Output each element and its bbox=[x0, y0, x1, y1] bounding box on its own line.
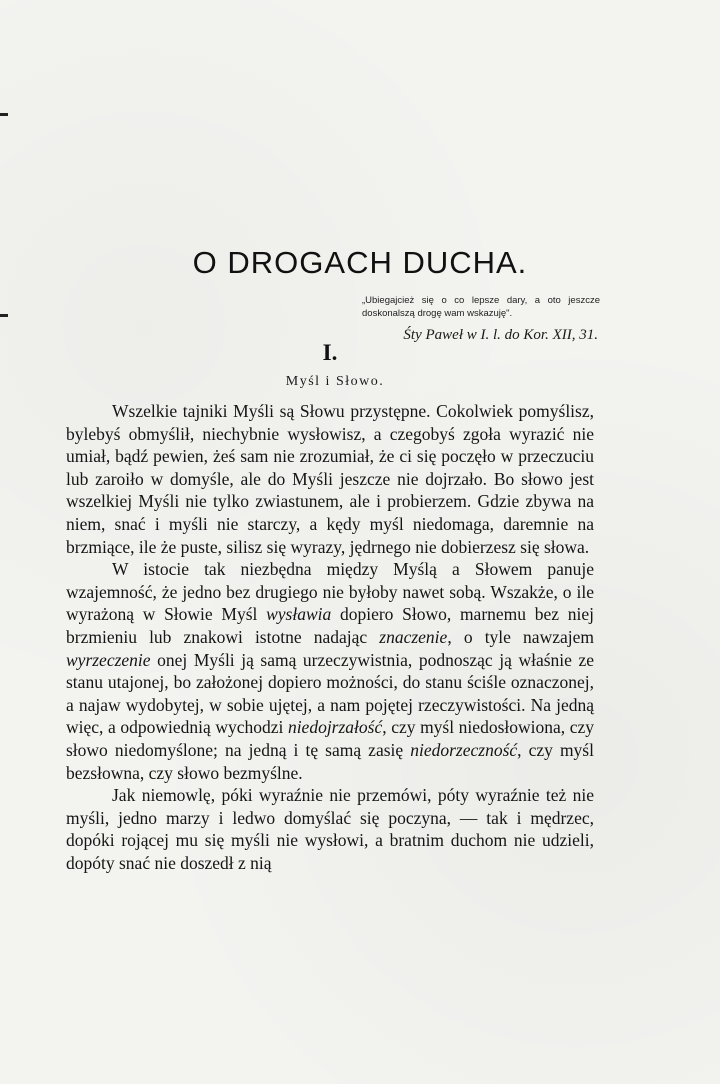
italic-term: niedorzeczność bbox=[410, 739, 518, 760]
text-run: , czy myśl niedosłowiona, czy słowo niedomyślone; na jedną i tę samą zasię bbox=[66, 717, 594, 760]
paragraph bbox=[66, 558, 594, 784]
italic-term: niedojrzałość bbox=[287, 717, 383, 738]
section-title: Myśl i Słowo. bbox=[285, 374, 385, 389]
paragraph bbox=[66, 400, 594, 558]
text-run: W istocie tak niezbędna między Myślą a Słowem panuje wzajemność, że jedno bez drugiego nie byłoby nawet sobą. Wszakże, o ile wyrażoną w Słowie Myśl bbox=[66, 559, 594, 625]
text-run: , o tyle nawzajem bbox=[447, 626, 594, 647]
epigraph-source: Śty Paweł w I. l. do Kor. XII, 31. bbox=[403, 327, 598, 343]
margin-mark-top bbox=[0, 113, 8, 116]
text-run: Jak niemowlę, póki wyraźnie nie przemówi, póty wyraźnie też nie myśli, jedno marzy i ledwo domyślać się poczyna, — tak i mędrzec, dopóki rojącej mu się myśli nie wysłowi, a bratnim duchom nie udzieli, dopóty snać nie doszedł z nią bbox=[66, 785, 594, 873]
text-run: onej Myśli ją samą urzeczywistnia, podnosząc ją właśnie ze stanu utajonej, bo założonej dopiero możności, do stanu ściśle oznaczonej, a najaw wydobytej, w sobie ujętej, a nam pojętej rzeczywistości. Na jedną więc, a odpowiednią wychodzi bbox=[66, 649, 594, 738]
page-title: O DROGACH DUCHA. bbox=[192, 245, 528, 280]
italic-term: wysławia bbox=[266, 604, 332, 625]
text-run: , czy myśl bezsłowna, czy słowo bezmyślne. bbox=[66, 739, 594, 783]
text-run: dopiero Słowo, marnemu bez niej brzmieniu lub znakowi istotne nadając bbox=[66, 604, 594, 647]
italic-term: znaczenie bbox=[379, 626, 448, 647]
italic-term: wyrzeczenie bbox=[66, 649, 151, 670]
paragraph bbox=[66, 784, 594, 874]
epigraph-quote: „Ubiegajcież się o co lepsze dary, a oto jeszcze doskonalszą drogę wam wskazuję". bbox=[362, 295, 600, 319]
section-number: I. bbox=[322, 340, 338, 365]
margin-mark-bottom bbox=[0, 314, 8, 317]
text-run: Wszelkie tajniki Myśli są Słowu przystępne. Cokolwiek pomyślisz, bylebyś obmyślił, niechybnie wysłowisz, a czegobyś zgoła wyrazić nie umiał, bądź pewien, żeś sam nie zrozumiał, że ci się poczęło w przeczuciu lub zaroiło w domyśle, ale do Myśli jeszcze nie dojrzało. Bo słowo jest wszelkiej Myśli nie tylko zwiastunem, ale i probierzem. Gdzie zbywa na niem, snać i myśli nie starczy, a kędy myśl niedomaga, daremnie na brzmiące, ile że puste, silisz się wyrazy, jędrnego nie dobierzesz się słowa. bbox=[66, 401, 594, 557]
body-text bbox=[66, 400, 594, 874]
